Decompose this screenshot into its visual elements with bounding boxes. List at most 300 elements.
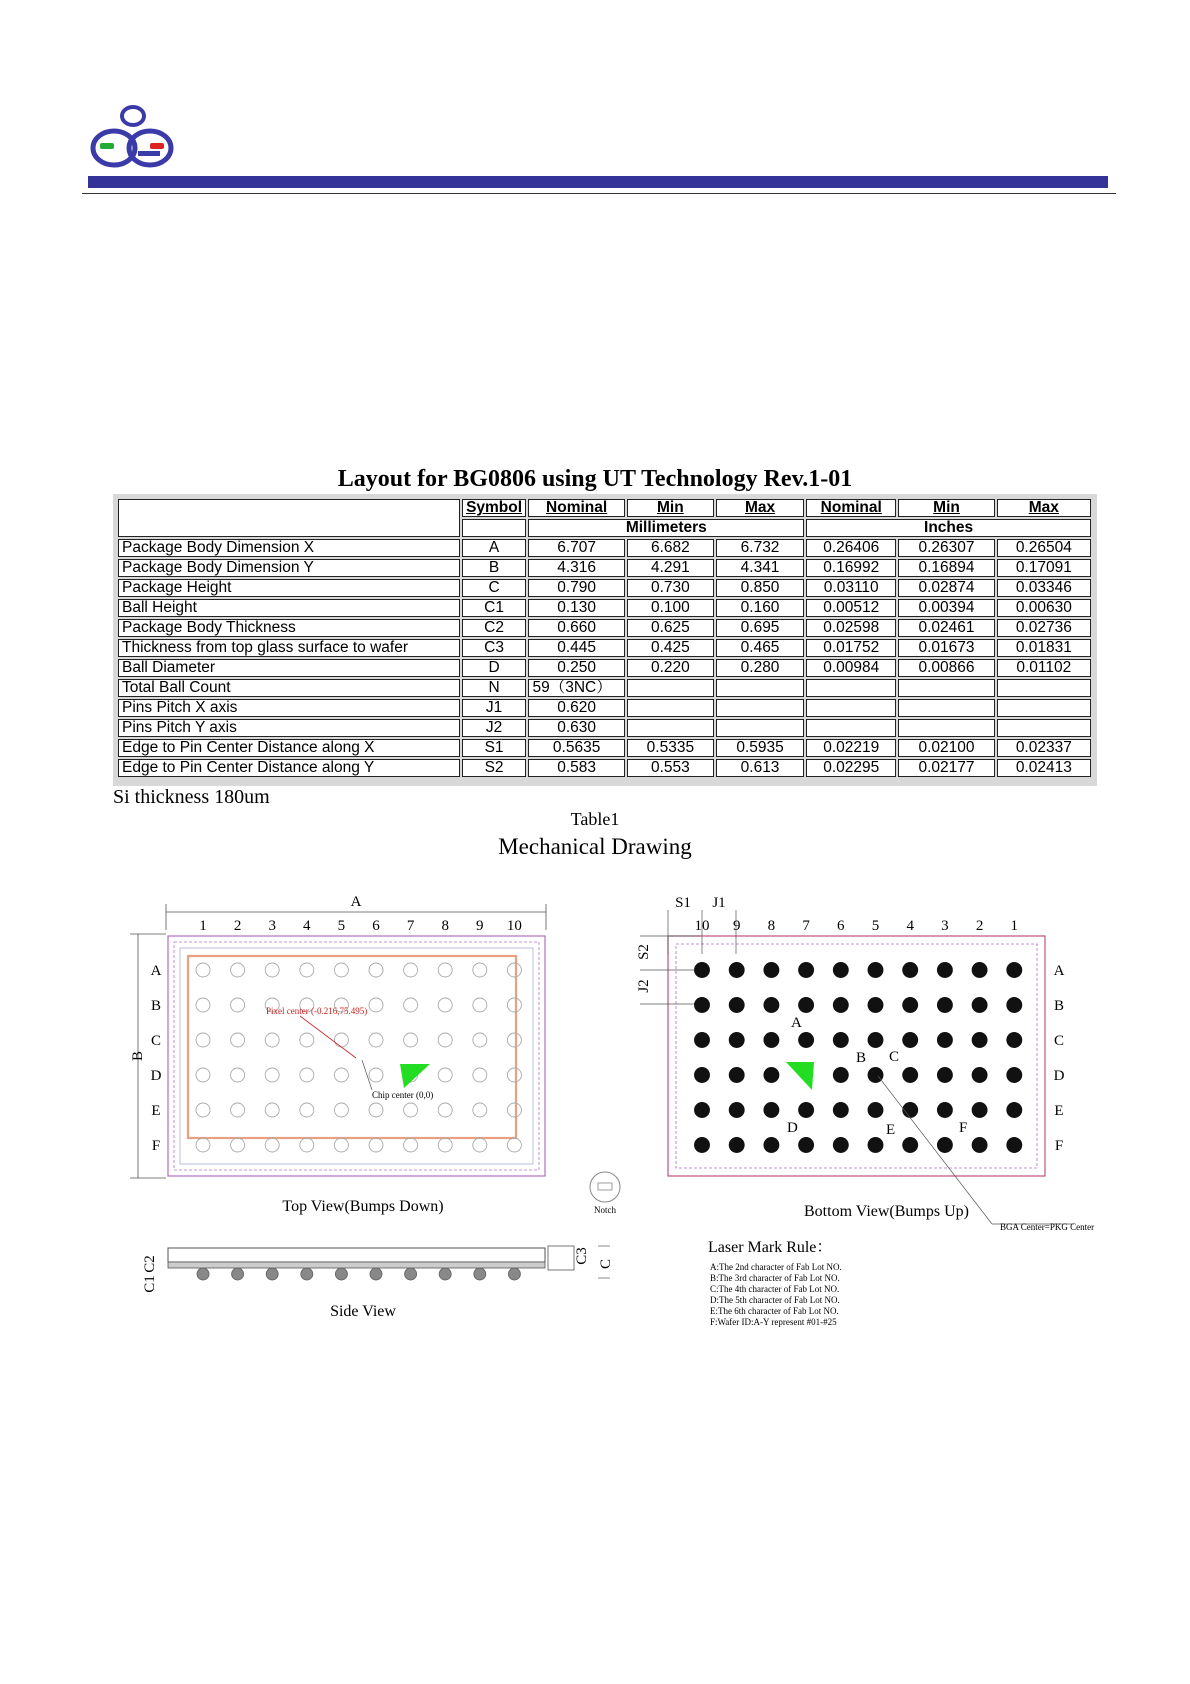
top-bump bbox=[369, 1068, 383, 1082]
side-ball bbox=[335, 1268, 347, 1280]
page-title: Layout for BG0806 using UT Technology Rev.1-01 bbox=[337, 466, 853, 492]
top-bump bbox=[473, 1033, 487, 1047]
bottom-row-label: E bbox=[1054, 1103, 1064, 1119]
bottom-ball bbox=[903, 963, 918, 978]
param-name-cell: Pins Pitch X axis bbox=[118, 699, 460, 717]
laser-rule-line: F:Wafer ID:A-Y represent #01-#25 bbox=[710, 1317, 837, 1327]
top-bump bbox=[196, 963, 210, 977]
bottom-col-label: 5 bbox=[871, 918, 880, 934]
top-bump bbox=[265, 1033, 279, 1047]
value-cell bbox=[716, 699, 804, 717]
value-cell bbox=[997, 679, 1091, 697]
value-cell: 0.02219 bbox=[806, 739, 896, 757]
symbol-cell: A bbox=[462, 539, 527, 557]
top-col-label: 4 bbox=[303, 918, 311, 934]
laser-mark-title: Laser Mark Rule： bbox=[708, 1239, 833, 1256]
bottom-ball bbox=[903, 998, 918, 1013]
header-mm-max: Max bbox=[716, 499, 804, 517]
bottom-ball bbox=[764, 963, 779, 978]
value-cell: 0.01831 bbox=[997, 639, 1091, 657]
value-cell: 0.00984 bbox=[806, 659, 896, 677]
value-cell: 0.220 bbox=[627, 659, 714, 677]
param-name-cell: Thickness from top glass surface to wafer bbox=[118, 639, 460, 657]
top-bump bbox=[300, 963, 314, 977]
bottom-row-label: F bbox=[1054, 1138, 1064, 1154]
top-bump bbox=[300, 1138, 314, 1152]
bottom-col-label: 2 bbox=[975, 918, 984, 934]
dim-s2: S2 bbox=[636, 944, 652, 960]
value-cell: 0.26406 bbox=[806, 539, 896, 557]
bottom-ball bbox=[833, 963, 848, 978]
bottom-ball bbox=[764, 1033, 779, 1048]
bottom-ball bbox=[972, 998, 987, 1013]
top-bump bbox=[231, 1138, 245, 1152]
top-bump bbox=[334, 1138, 348, 1152]
header-bar bbox=[88, 176, 1108, 188]
bottom-col-label: 1 bbox=[1010, 918, 1019, 934]
value-cell: 0.00512 bbox=[806, 599, 896, 617]
top-bump bbox=[438, 1138, 452, 1152]
value-cell bbox=[627, 719, 714, 737]
spec-table-frame bbox=[113, 494, 1097, 786]
top-bump bbox=[231, 963, 245, 977]
top-bump bbox=[196, 1103, 210, 1117]
top-row-label: C bbox=[150, 1033, 162, 1049]
top-bump bbox=[369, 963, 383, 977]
symbol-cell: J2 bbox=[462, 719, 527, 737]
top-bump bbox=[300, 1068, 314, 1082]
value-cell bbox=[806, 679, 896, 697]
value-cell: 0.00866 bbox=[898, 659, 994, 677]
value-cell: 0.425 bbox=[627, 639, 714, 657]
laser-mark-d: D bbox=[787, 1120, 798, 1136]
bottom-view bbox=[636, 895, 1094, 1232]
table-row bbox=[118, 719, 1091, 737]
symbol-cell: S2 bbox=[462, 759, 527, 777]
symbol-cell: C bbox=[462, 579, 527, 597]
top-bump bbox=[507, 1068, 521, 1082]
value-cell: 4.291 bbox=[627, 559, 714, 577]
value-cell: 0.02736 bbox=[997, 619, 1091, 637]
side-ball bbox=[439, 1268, 451, 1280]
value-cell: 0.625 bbox=[627, 619, 714, 637]
header-mm-nominal: Nominal bbox=[528, 499, 624, 517]
bottom-ball bbox=[1007, 1138, 1022, 1153]
top-bump bbox=[196, 1033, 210, 1047]
table-row bbox=[118, 619, 1091, 637]
param-name-cell: Ball Height bbox=[118, 599, 460, 617]
value-cell: 0.01102 bbox=[997, 659, 1091, 677]
value-cell: 6.732 bbox=[716, 539, 804, 557]
bottom-ball bbox=[1007, 1068, 1022, 1083]
top-bump bbox=[369, 998, 383, 1012]
value-cell bbox=[898, 719, 994, 737]
laser-rule-line: A:The 2nd character of Fab Lot NO. bbox=[710, 1262, 842, 1272]
table-row bbox=[118, 699, 1091, 717]
value-cell: 4.316 bbox=[528, 559, 624, 577]
bottom-col-label: 6 bbox=[837, 918, 845, 934]
top-col-label: 9 bbox=[476, 918, 484, 934]
bottom-ball bbox=[695, 1033, 710, 1048]
bottom-ball bbox=[972, 1033, 987, 1048]
top-bump bbox=[404, 1138, 418, 1152]
top-dim-b: B bbox=[130, 1050, 146, 1062]
side-ball bbox=[197, 1268, 209, 1280]
top-bump bbox=[265, 1138, 279, 1152]
top-bump bbox=[300, 1103, 314, 1117]
top-bump bbox=[334, 1103, 348, 1117]
chip-center-label: Chip center (0,0) bbox=[372, 1090, 434, 1100]
bottom-ball bbox=[729, 1103, 744, 1118]
value-cell: 0.445 bbox=[528, 639, 624, 657]
value-cell bbox=[997, 719, 1091, 737]
table-row bbox=[118, 739, 1091, 757]
param-name-cell: Total Ball Count bbox=[118, 679, 460, 697]
value-cell: 0.695 bbox=[716, 619, 804, 637]
top-bump bbox=[265, 1068, 279, 1082]
side-ball bbox=[266, 1268, 278, 1280]
value-cell: 0.26307 bbox=[898, 539, 994, 557]
si-thickness-note: Si thickness 180um bbox=[113, 786, 270, 808]
laser-rule-line: D:The 5th character of Fab Lot NO. bbox=[710, 1295, 840, 1305]
top-row-label: E bbox=[151, 1103, 161, 1119]
value-cell: 0.02337 bbox=[997, 739, 1091, 757]
top-row-label: D bbox=[150, 1068, 162, 1084]
top-bump bbox=[473, 963, 487, 977]
side-ball bbox=[405, 1268, 417, 1280]
top-col-label: 6 bbox=[372, 918, 380, 934]
table-row bbox=[118, 679, 1091, 697]
top-col-label: 10 bbox=[506, 918, 522, 934]
value-cell: 0.03110 bbox=[806, 579, 896, 597]
param-name-cell: Package Body Thickness bbox=[118, 619, 460, 637]
bottom-ball bbox=[937, 1103, 952, 1118]
top-bump bbox=[404, 1033, 418, 1047]
value-cell: 0.250 bbox=[528, 659, 624, 677]
bottom-col-label: 8 bbox=[767, 918, 776, 934]
symbol-cell: C3 bbox=[462, 639, 527, 657]
laser-rule-line: C:The 4th character of Fab Lot NO. bbox=[710, 1284, 840, 1294]
laser-mark-rule bbox=[708, 1239, 842, 1327]
bottom-ball bbox=[903, 1103, 918, 1118]
bottom-ball bbox=[937, 1033, 952, 1048]
bottom-ball bbox=[1007, 963, 1022, 978]
dim-j1: J1 bbox=[712, 895, 726, 911]
symbol-cell: B bbox=[462, 559, 527, 577]
top-bump bbox=[473, 1103, 487, 1117]
value-cell: 59（3NC） bbox=[528, 679, 624, 697]
bottom-ball bbox=[937, 1068, 952, 1083]
top-view-caption: Top View(Bumps Down) bbox=[282, 1198, 444, 1215]
side-label-c2: C2 bbox=[142, 1255, 158, 1273]
top-bump bbox=[196, 998, 210, 1012]
bottom-ball bbox=[1007, 998, 1022, 1013]
bottom-row-label: D bbox=[1053, 1068, 1065, 1084]
value-cell: 0.26504 bbox=[997, 539, 1091, 557]
side-label-c3: C3 bbox=[574, 1247, 590, 1265]
side-ball bbox=[508, 1268, 520, 1280]
side-ball bbox=[474, 1268, 486, 1280]
value-cell: 0.660 bbox=[528, 619, 624, 637]
top-row-label: A bbox=[150, 963, 162, 979]
bottom-ball bbox=[764, 1068, 779, 1083]
param-name-cell: Package Body Dimension X bbox=[118, 539, 460, 557]
value-cell: 0.790 bbox=[528, 579, 624, 597]
top-col-label: 5 bbox=[337, 918, 346, 934]
bottom-ball bbox=[799, 1103, 814, 1118]
bottom-ball bbox=[868, 1138, 883, 1153]
side-ball bbox=[370, 1268, 382, 1280]
symbol-cell: N bbox=[462, 679, 527, 697]
param-name-cell: Edge to Pin Center Distance along Y bbox=[118, 759, 460, 777]
top-row-label: B bbox=[150, 998, 162, 1014]
top-bump bbox=[300, 1033, 314, 1047]
table-row bbox=[118, 639, 1091, 657]
value-cell: 0.280 bbox=[716, 659, 804, 677]
top-bump bbox=[438, 1103, 452, 1117]
units-blank bbox=[462, 519, 527, 537]
top-bump bbox=[473, 1138, 487, 1152]
value-cell: 0.00630 bbox=[997, 599, 1091, 617]
bottom-ball bbox=[695, 998, 710, 1013]
side-view-caption: Side View bbox=[330, 1303, 396, 1320]
notch-label: Notch bbox=[594, 1205, 616, 1215]
top-col-label: 2 bbox=[233, 918, 242, 934]
top-bump bbox=[438, 1068, 452, 1082]
bottom-ball bbox=[729, 998, 744, 1013]
value-cell: 0.02100 bbox=[898, 739, 994, 757]
company-logo bbox=[88, 102, 176, 174]
value-cell bbox=[716, 679, 804, 697]
laser-mark-b: B bbox=[856, 1050, 867, 1066]
bottom-orientation-marker bbox=[786, 1062, 814, 1090]
bottom-ball bbox=[833, 1103, 848, 1118]
bottom-ball bbox=[868, 1103, 883, 1118]
bottom-col-label: 10 bbox=[694, 918, 710, 934]
header-in-nominal: Nominal bbox=[806, 499, 896, 517]
table-row bbox=[118, 599, 1091, 617]
value-cell: 6.707 bbox=[528, 539, 624, 557]
notch-icon bbox=[590, 1172, 620, 1202]
symbol-cell: S1 bbox=[462, 739, 527, 757]
bottom-ball bbox=[764, 998, 779, 1013]
value-cell: 0.630 bbox=[528, 719, 624, 737]
table-row bbox=[118, 579, 1091, 597]
value-cell: 6.682 bbox=[627, 539, 714, 557]
bottom-ball bbox=[868, 998, 883, 1013]
mechanical-drawing bbox=[0, 890, 1190, 1350]
param-name-cell: Package Body Dimension Y bbox=[118, 559, 460, 577]
bottom-ball bbox=[764, 1138, 779, 1153]
header-in-min: Min bbox=[898, 499, 994, 517]
bottom-ball bbox=[695, 1103, 710, 1118]
value-cell bbox=[627, 699, 714, 717]
bottom-ball bbox=[833, 1033, 848, 1048]
top-bump bbox=[369, 1138, 383, 1152]
bottom-ball bbox=[695, 1068, 710, 1083]
table-row bbox=[118, 539, 1091, 557]
value-cell: 4.341 bbox=[716, 559, 804, 577]
value-cell bbox=[806, 719, 896, 737]
header-in-max: Max bbox=[997, 499, 1091, 517]
laser-rule-line: E:The 6th character of Fab Lot NO. bbox=[710, 1306, 839, 1316]
top-bump bbox=[231, 998, 245, 1012]
top-bump bbox=[473, 1068, 487, 1082]
value-cell: 0.160 bbox=[716, 599, 804, 617]
top-bump bbox=[507, 998, 521, 1012]
bottom-ball bbox=[1007, 1103, 1022, 1118]
top-bump bbox=[404, 963, 418, 977]
pixel-center-label: Pixel center (-0.216,75.495) bbox=[266, 1006, 368, 1016]
top-bump bbox=[473, 998, 487, 1012]
bottom-ball bbox=[695, 1138, 710, 1153]
bottom-col-label: 7 bbox=[802, 918, 810, 934]
top-bump bbox=[334, 1033, 348, 1047]
top-col-label: 1 bbox=[199, 918, 207, 934]
top-bump bbox=[507, 1138, 521, 1152]
value-cell: 0.02413 bbox=[997, 759, 1091, 777]
header-blank bbox=[118, 499, 460, 537]
top-bump bbox=[404, 998, 418, 1012]
bottom-col-label: 4 bbox=[906, 918, 914, 934]
laser-mark-c: C bbox=[889, 1049, 900, 1065]
bottom-ball bbox=[833, 998, 848, 1013]
value-cell: 0.5935 bbox=[716, 739, 804, 757]
value-cell: 0.5635 bbox=[528, 739, 624, 757]
chip-center-marker bbox=[400, 1064, 430, 1088]
bottom-view-caption: Bottom View(Bumps Up) bbox=[804, 1203, 969, 1220]
value-cell: 0.613 bbox=[716, 759, 804, 777]
header-rule bbox=[82, 193, 1116, 194]
symbol-cell: D bbox=[462, 659, 527, 677]
value-cell bbox=[997, 699, 1091, 717]
value-cell: 0.02461 bbox=[898, 619, 994, 637]
bga-center-label: BGA Center=PKG Center bbox=[1000, 1222, 1095, 1232]
bottom-ball bbox=[903, 1068, 918, 1083]
top-bump bbox=[438, 963, 452, 977]
bottom-col-label: 9 bbox=[732, 918, 741, 934]
laser-mark-f: F bbox=[959, 1120, 968, 1136]
top-bump bbox=[404, 1103, 418, 1117]
table-header-row bbox=[118, 499, 1091, 517]
value-cell: 0.02598 bbox=[806, 619, 896, 637]
table-row bbox=[118, 659, 1091, 677]
bottom-ball bbox=[695, 963, 710, 978]
bottom-ball bbox=[972, 1138, 987, 1153]
value-cell: 0.02874 bbox=[898, 579, 994, 597]
laser-mark-e: E bbox=[886, 1122, 896, 1138]
top-col-label: 7 bbox=[406, 918, 415, 934]
bottom-ball bbox=[729, 1033, 744, 1048]
bottom-ball bbox=[868, 963, 883, 978]
top-bump bbox=[507, 1103, 521, 1117]
bottom-ball bbox=[729, 1138, 744, 1153]
laser-mark-a: A bbox=[791, 1015, 802, 1031]
bottom-ball bbox=[1007, 1033, 1022, 1048]
top-dim-a: A bbox=[350, 894, 362, 910]
spec-table bbox=[116, 497, 1093, 779]
laser-rule-line: B:The 3rd character of Fab Lot NO. bbox=[710, 1273, 840, 1283]
bottom-ball bbox=[799, 998, 814, 1013]
value-cell: 0.17091 bbox=[997, 559, 1091, 577]
bottom-ball bbox=[799, 1033, 814, 1048]
bottom-ball bbox=[937, 963, 952, 978]
top-bump bbox=[334, 1068, 348, 1082]
bottom-row-label: A bbox=[1053, 963, 1065, 979]
top-bump bbox=[196, 1138, 210, 1152]
header-symbol: Symbol bbox=[462, 499, 527, 517]
value-cell: 0.130 bbox=[528, 599, 624, 617]
value-cell: 0.583 bbox=[528, 759, 624, 777]
top-bump bbox=[265, 963, 279, 977]
top-bump bbox=[334, 963, 348, 977]
value-cell bbox=[898, 699, 994, 717]
top-col-label: 3 bbox=[268, 918, 276, 934]
bottom-ball bbox=[833, 1138, 848, 1153]
bottom-ball bbox=[868, 1033, 883, 1048]
dim-j2: J2 bbox=[636, 979, 652, 993]
symbol-cell: J1 bbox=[462, 699, 527, 717]
bottom-ball bbox=[937, 998, 952, 1013]
value-cell: 0.100 bbox=[627, 599, 714, 617]
bottom-ball bbox=[903, 1138, 918, 1153]
table-row bbox=[118, 559, 1091, 577]
value-cell: 0.01752 bbox=[806, 639, 896, 657]
bottom-ball bbox=[729, 1068, 744, 1083]
side-label-c: C bbox=[598, 1258, 614, 1270]
param-name-cell: Edge to Pin Center Distance along X bbox=[118, 739, 460, 757]
bottom-row-label: C bbox=[1053, 1033, 1065, 1049]
table-row bbox=[118, 759, 1091, 777]
bottom-ball bbox=[972, 963, 987, 978]
top-bump bbox=[507, 963, 521, 977]
top-bump bbox=[231, 1068, 245, 1082]
bottom-ball bbox=[972, 1103, 987, 1118]
symbol-cell: C1 bbox=[462, 599, 527, 617]
top-bump bbox=[507, 1033, 521, 1047]
bottom-ball bbox=[764, 1103, 779, 1118]
top-bump bbox=[438, 998, 452, 1012]
top-bump bbox=[196, 1068, 210, 1082]
value-cell: 0.16992 bbox=[806, 559, 896, 577]
side-label-c1: C1 bbox=[142, 1275, 158, 1293]
bottom-row-label: B bbox=[1053, 998, 1065, 1014]
value-cell: 0.16894 bbox=[898, 559, 994, 577]
top-row-label: F bbox=[151, 1138, 161, 1154]
bottom-ball bbox=[903, 1033, 918, 1048]
param-name-cell: Package Height bbox=[118, 579, 460, 597]
top-col-label: 8 bbox=[441, 918, 449, 934]
value-cell: 0.5335 bbox=[627, 739, 714, 757]
table-caption: Table1 bbox=[570, 809, 620, 829]
value-cell bbox=[627, 679, 714, 697]
bottom-ball bbox=[937, 1138, 952, 1153]
value-cell: 0.02177 bbox=[898, 759, 994, 777]
param-name-cell: Ball Diameter bbox=[118, 659, 460, 677]
value-cell: 0.01673 bbox=[898, 639, 994, 657]
value-cell: 0.02295 bbox=[806, 759, 896, 777]
top-bump bbox=[265, 1103, 279, 1117]
value-cell: 0.00394 bbox=[898, 599, 994, 617]
value-cell bbox=[716, 719, 804, 737]
drawing-title: Mechanical Drawing bbox=[498, 834, 692, 859]
value-cell: 0.730 bbox=[627, 579, 714, 597]
bottom-ball bbox=[729, 963, 744, 978]
param-name-cell: Pins Pitch Y axis bbox=[118, 719, 460, 737]
top-bump bbox=[231, 1033, 245, 1047]
side-ball bbox=[232, 1268, 244, 1280]
side-ball bbox=[301, 1268, 313, 1280]
